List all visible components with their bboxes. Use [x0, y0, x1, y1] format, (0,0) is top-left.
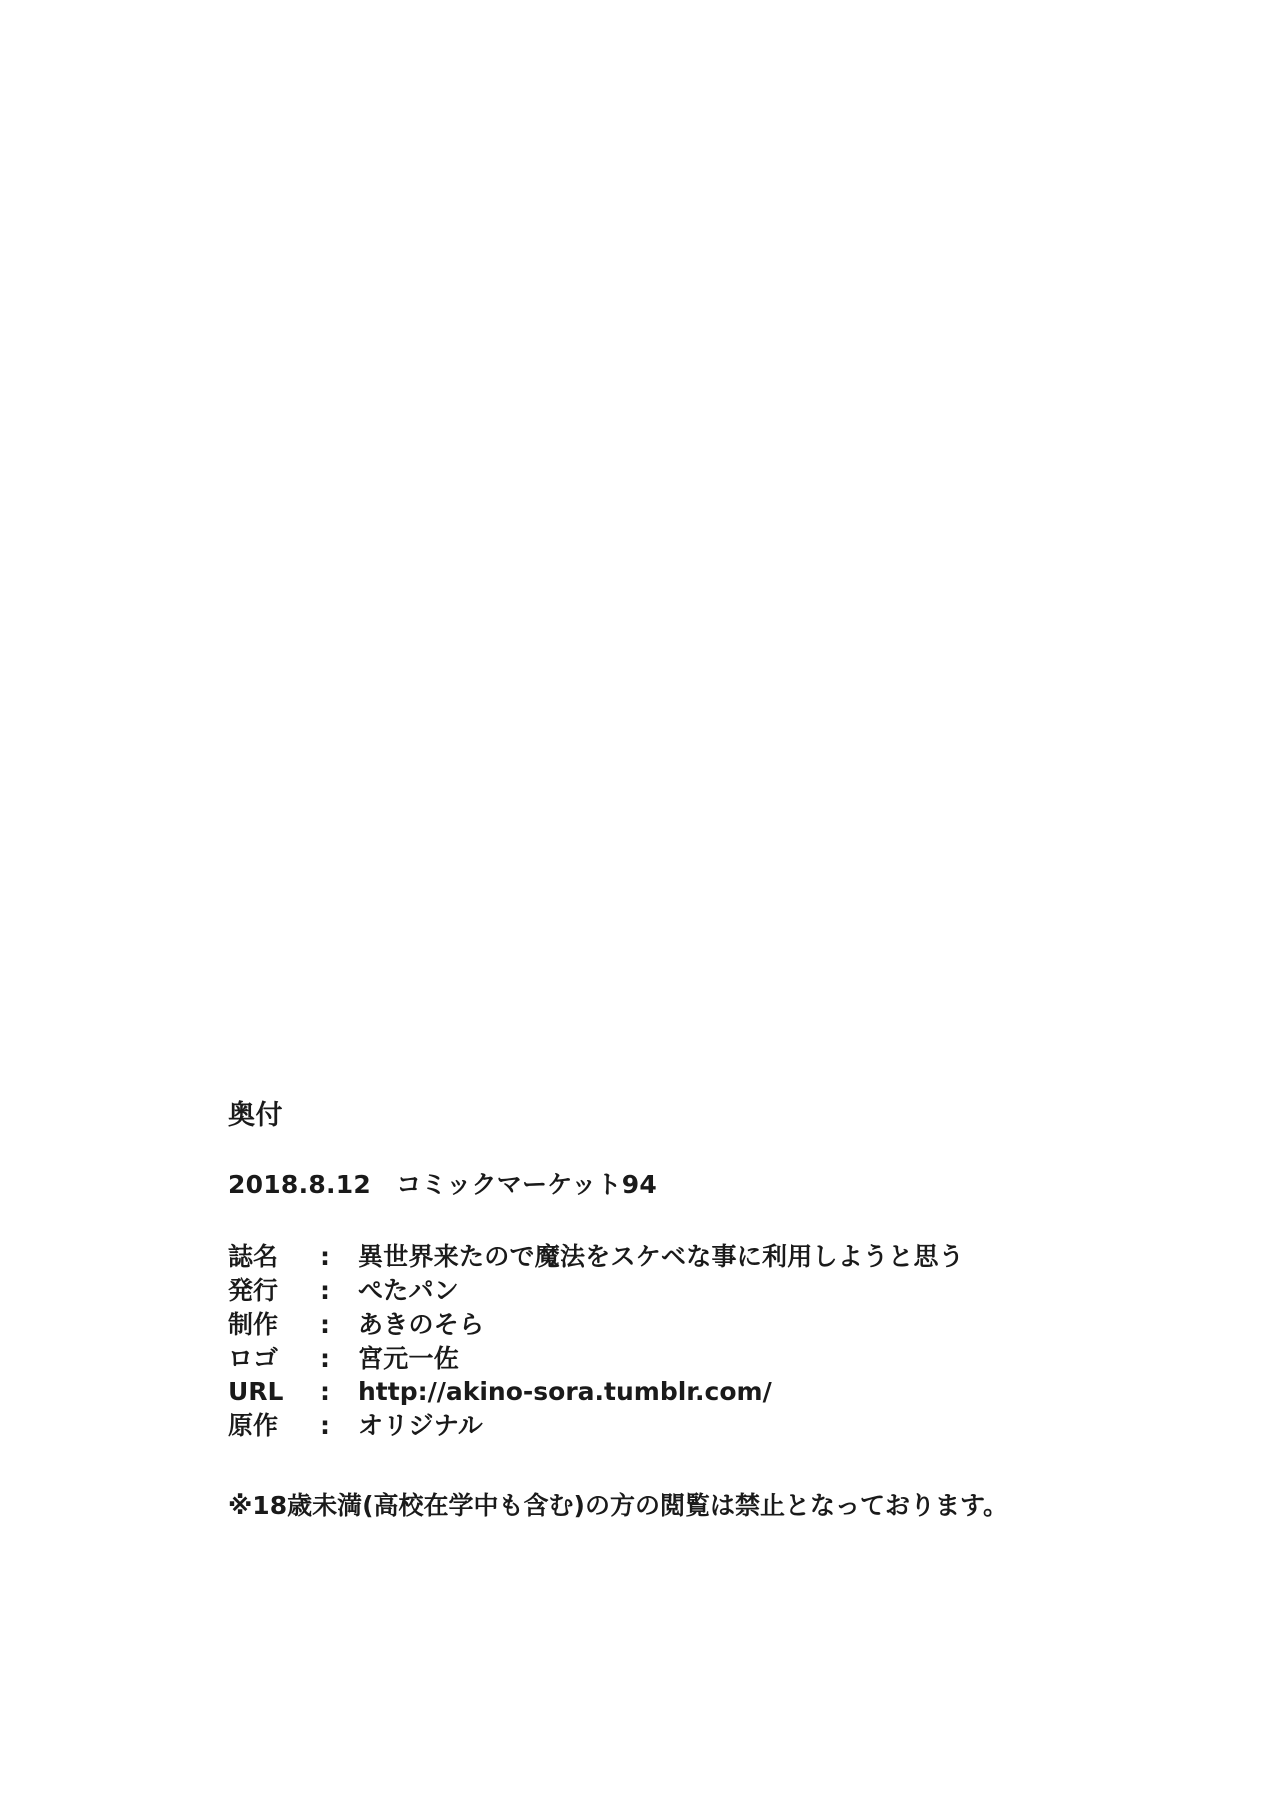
credit-value: 宮元一佐: [358, 1343, 460, 1373]
credit-value: 異世界来たので魔法をスケベな事に利用しようと思う: [358, 1242, 965, 1272]
credit-value-url[interactable]: http://akino-sora.tumblr.com/: [358, 1377, 772, 1407]
publication-date: 2018.8.12 コミックマーケット94: [228, 1170, 658, 1200]
credit-colon: :: [320, 1309, 330, 1339]
credit-colon: :: [320, 1411, 330, 1441]
page-title: 奥付: [228, 1100, 284, 1131]
credit-label: ロゴ: [228, 1343, 279, 1373]
credit-row: [228, 1308, 1128, 1342]
credit-colon: :: [320, 1242, 330, 1272]
credit-colon: :: [320, 1276, 330, 1306]
colophon-block: [228, 1100, 1128, 1523]
age-restriction-notice: ※18歳未満(高校在学中も含む)の方の閲覧は禁止となっております。: [228, 1490, 1008, 1520]
credit-colon: :: [320, 1343, 330, 1373]
credit-row: [228, 1274, 1128, 1308]
credit-label: 原作: [228, 1411, 279, 1441]
credit-value: ぺたパン: [358, 1276, 460, 1306]
credit-value: あきのそら: [358, 1309, 485, 1339]
credit-row: [228, 1240, 1128, 1274]
credit-colon: :: [320, 1377, 330, 1407]
credit-label: 誌名: [228, 1242, 279, 1272]
credit-row: [228, 1409, 1128, 1443]
credit-value: オリジナル: [358, 1411, 484, 1441]
credit-row: [228, 1342, 1128, 1376]
credit-label: URL: [228, 1377, 284, 1407]
credits-list: [228, 1240, 1128, 1443]
credit-label: 発行: [228, 1276, 279, 1306]
credit-label: 制作: [228, 1309, 279, 1339]
credit-row: [228, 1375, 1128, 1409]
